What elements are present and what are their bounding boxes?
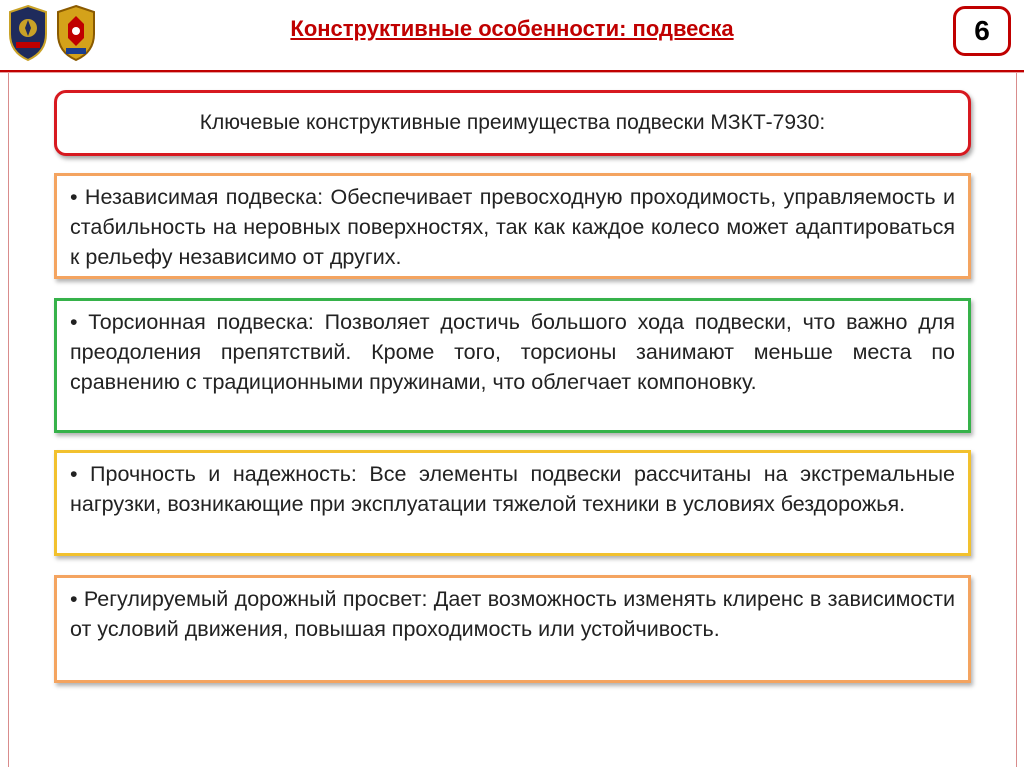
slide-header xyxy=(0,0,1024,66)
feature-card-torsion-suspension xyxy=(54,298,971,433)
left-border-line xyxy=(8,73,9,767)
page-number-badge: 6 xyxy=(953,6,1011,56)
feature-text: • Регулируемый дорожный просвет: Дает возможность изменять клиренс в зависимости от условий движения, повышая проходимость или устойчивость. xyxy=(70,587,955,641)
feature-text: • Прочность и надежность: Все элементы подвески рассчитаны на экстремальные нагрузки, возникающие при эксплуатации тяжелой техники в условиях бездорожья. xyxy=(70,462,955,516)
feature-card-durability xyxy=(54,450,971,556)
feature-text: • Торсионная подвеска: Позволяет достичь большого хода подвески, что важно для преодоления препятствий. Кроме того, торсионы занимают меньше места по сравнению с традиционными пружинами, что облегчает компоновку. xyxy=(70,310,955,394)
feature-card-independent-suspension xyxy=(54,173,971,279)
intro-box xyxy=(54,90,971,156)
slide-title: Конструктивные особенности: подвеска xyxy=(290,16,734,41)
header-divider-shadow xyxy=(0,72,1024,73)
feature-text: • Независимая подвеска: Обеспечивает превосходную проходимость, управляемость и стабильность на неровных поверхностях, так как каждое колесо может адаптироваться к рельефу независимо от других. xyxy=(70,185,955,269)
intro-text: Ключевые конструктивные преимущества подвески МЗКТ-7930: xyxy=(199,111,826,134)
feature-card-adjustable-clearance xyxy=(54,575,971,683)
right-border-line xyxy=(1016,73,1017,767)
